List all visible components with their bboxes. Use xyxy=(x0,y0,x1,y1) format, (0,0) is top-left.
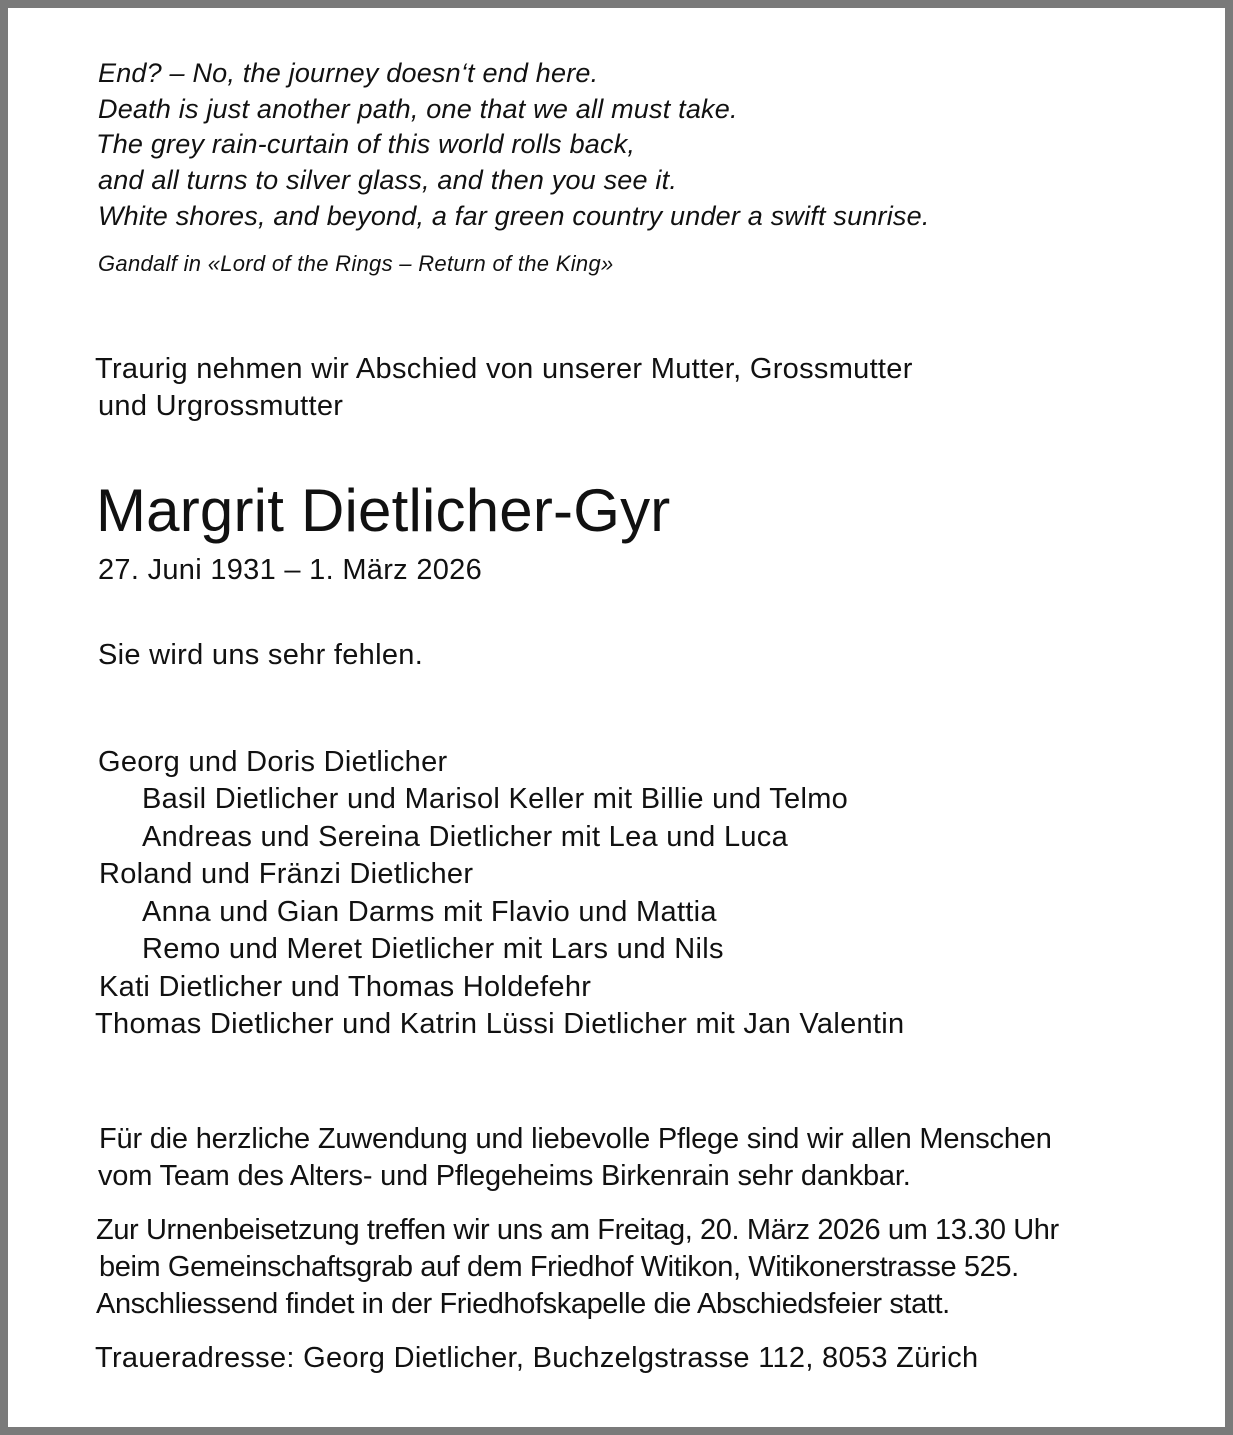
deceased-dates: 27. Juni 1931 – 1. März 2026 xyxy=(98,554,483,586)
family-member: Kati Dietlicher und Thomas Holdefehr xyxy=(99,971,592,1003)
thanks-line-1: Für die herzliche Zuwendung und liebevolle Pflege sind wir allen Menschen xyxy=(99,1123,1052,1155)
ceremony-line-1: Zur Urnenbeisetzung treffen wir uns am Freitag, 20. März 2026 um 13.30 Uhr xyxy=(96,1214,1059,1246)
deceased-name: Margrit Dietlicher-Gyr xyxy=(96,477,671,544)
missed-text: Sie wird uns sehr fehlen. xyxy=(98,639,424,671)
intro-line-2: und Urgrossmutter xyxy=(98,390,344,422)
poem-line-3: The grey rain-curtain of this world rolls back, xyxy=(96,129,636,159)
family-member: Remo und Meret Dietlicher mit Lars und Nils xyxy=(142,933,724,965)
family-member: Anna und Gian Darms mit Flavio und Mattia xyxy=(142,896,717,928)
family-member: Andreas und Sereina Dietlicher mit Lea und Luca xyxy=(142,821,789,853)
poem-line-4: and all turns to silver glass, and then you see it. xyxy=(98,165,678,195)
ceremony-line-3: Anschliessend findet in der Friedhofskapelle die Abschiedsfeier statt. xyxy=(96,1288,950,1320)
family-member: Basil Dietlicher und Marisol Keller mit Billie und Telmo xyxy=(142,783,849,815)
family-member: Georg und Doris Dietlicher xyxy=(98,746,448,778)
obituary-page xyxy=(8,8,1225,1427)
thanks-line-2: vom Team des Alters- und Pflegeheims Birkenrain sehr dankbar. xyxy=(98,1160,911,1192)
poem-line-1: End? – No, the journey doesn‘t end here. xyxy=(98,58,599,88)
family-member: Roland und Fränzi Dietlicher xyxy=(99,858,474,890)
poem-line-2: Death is just another path, one that we all must take. xyxy=(98,94,738,124)
ceremony-line-2: beim Gemeinschaftsgrab auf dem Friedhof Witikon, Witikonerstrasse 525. xyxy=(99,1251,1019,1283)
mourning-address: Traueradresse: Georg Dietlicher, Buchzelgstrasse 112, 8053 Zürich xyxy=(95,1342,979,1374)
poem-attribution: Gandalf in «Lord of the Rings – Return of the King» xyxy=(98,251,614,276)
intro-line-1: Traurig nehmen wir Abschied von unserer Mutter, Grossmutter xyxy=(95,353,913,385)
poem-line-5: White shores, and beyond, a far green country under a swift sunrise. xyxy=(98,201,930,231)
family-member: Thomas Dietlicher und Katrin Lüssi Dietlicher mit Jan Valentin xyxy=(95,1008,905,1040)
